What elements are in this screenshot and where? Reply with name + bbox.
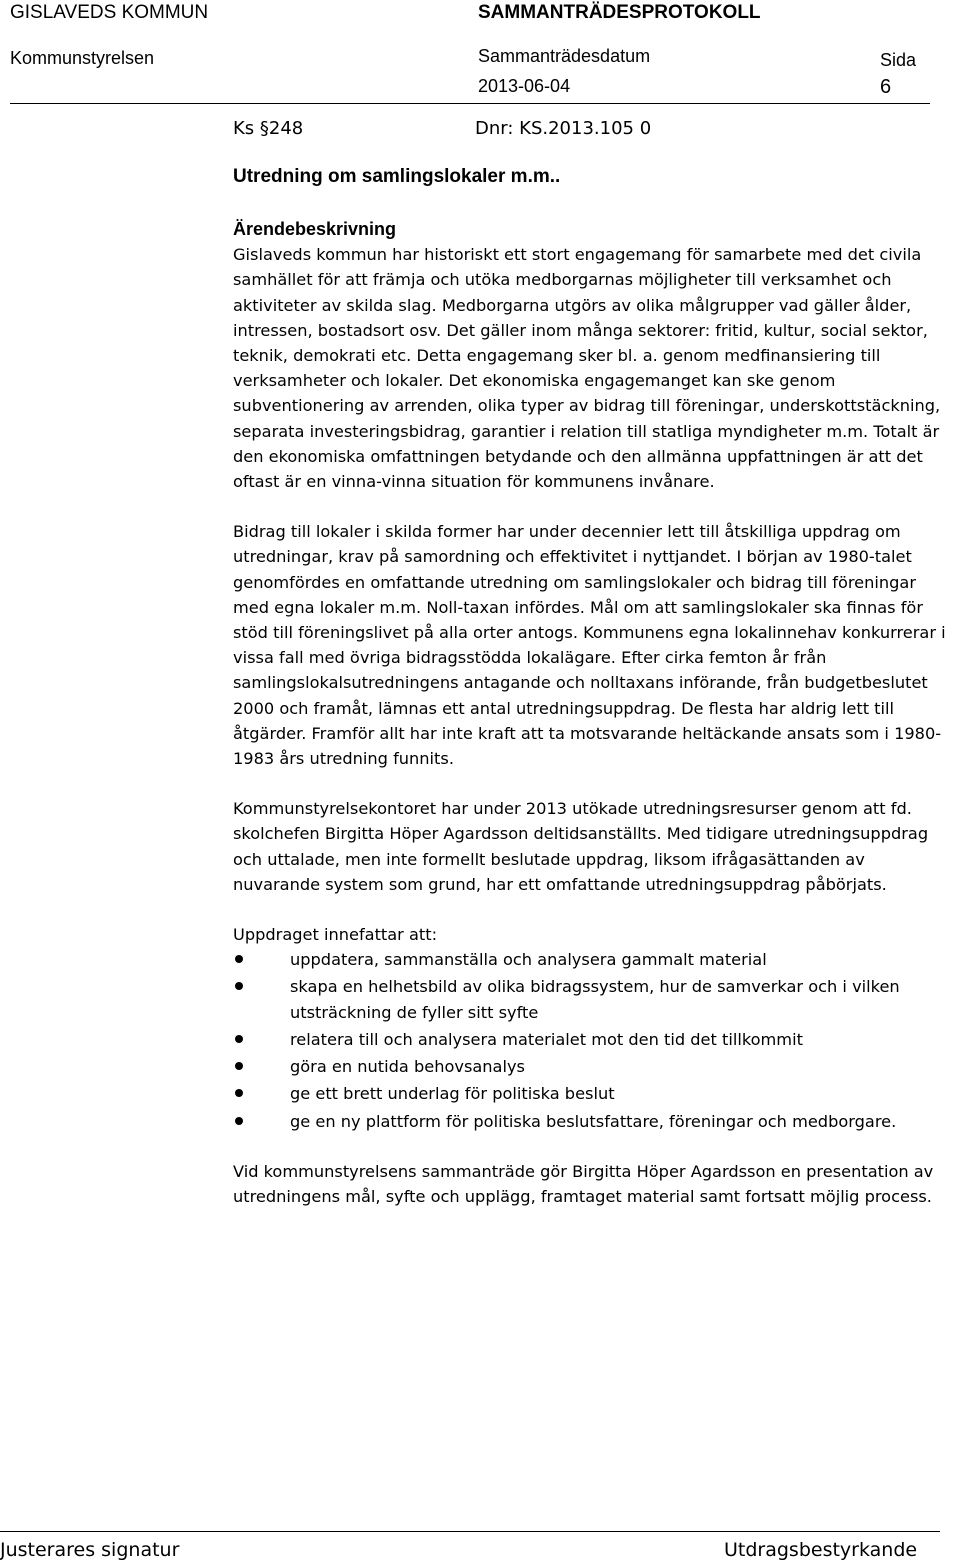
bullet-icon — [235, 1117, 243, 1125]
paragraph: Kommunstyrelsekontoret har under 2013 utökade utredningsresurser genom att fd. skolchefen Birgitta Höper Agardsson deltidsanställts. Med tidigare utredningsuppdrag och uttalade, men inte formellt beslutade uppdrag, liksom ifrågasättanden av nuvarande system som grund, har ett omfattande utredningsuppdrag påbörjats. — [233, 799, 929, 894]
meeting-date: 2013-06-04 — [478, 76, 571, 96]
case-registration-number: Dnr: KS.2013.105 0 — [475, 118, 652, 139]
meeting-date-label: Sammanträdesdatum — [478, 46, 651, 66]
bullet-icon — [235, 1089, 243, 1097]
paragraph: Uppdraget innefattar att: — [233, 925, 438, 945]
list-item — [233, 974, 957, 1024]
list-item — [233, 947, 957, 972]
bullet-icon — [235, 955, 243, 963]
extract-certification-label: Utdragsbestyrkande — [724, 1539, 918, 1561]
paragraph: Bidrag till lokaler i skilda former har under decennier lett till åtskilliga uppdrag om utredningar, krav på samordning och effektivitet i nyttjandet. I början av 1980-talet genomfördes en omfattande utredning om samlingslokaler och bidrag till föreningar med egna lokaler m.m. Noll-taxan infördes. Mål om att samlingslokaler ska finnas för stöd till föreningslivet på alla orter antogs. Kommunens egna lokalinnehav konkurrerar i vissa fall med övriga bidragsstödda lokalägare. Efter cirka femton år från samlingslokalsutredningens antagande och nolltaxans införande, från budgetbeslutet 2000 och framåt, lämnas ett antal utredningsuppdrag. De flesta har aldrig lett till åtgärder. Framför allt har inte kraft att ta motsvarande heltäckande ansats som i 1980-1983 års utredning funnits. — [233, 522, 946, 769]
list-item-text: uppdatera, sammanställa och analysera gammalt material — [290, 950, 767, 970]
section-heading: Ärendebeskrivning — [233, 219, 397, 239]
list-item — [233, 1081, 957, 1106]
list-item — [233, 1109, 957, 1134]
list-item-text: ge en ny plattform för politiska beslutsfattare, föreningar och medborgare. — [290, 1111, 897, 1131]
case-paragraph-number: Ks §248 — [233, 118, 304, 139]
list-item-text: skapa en helhetsbild av olika bidragssystem, hur de samverkar och i vilken utsträckning de fyller sitt syfte — [290, 977, 900, 1022]
list-item — [233, 1027, 957, 1052]
organization-name: GISLAVEDS KOMMUN — [10, 2, 209, 23]
item-title: Utredning om samlingslokaler m.m.. — [233, 166, 561, 187]
paragraph: Gislaveds kommun har historiskt ett stort engagemang för samarbete med det civila samhället för att främja och utöka medborgarnas möjligheter till verksamhet och aktiviteter av skilda slag. Medborgarna utgörs av olika målgrupper vad gäller ålder, intressen, bostadsort osv. Det gäller inom många sektorer: fritid, kultur, social sektor, teknik, demokrati etc. Detta engagemang sker bl. a. genom medfinansiering till verksamheter och lokaler. Det ekonomiska engagemanget kan ske genom subventionering av arrenden, olika typer av bidrag till föreningar, underskottstäckning, separata investeringsbidrag, garantier i relation till statliga myndigheter m.m. Totalt är den ekonomiska omfattningen betydande och den allmänna uppfattningen är att det oftast är en vinna-vinna situation för kommunens invånare. — [233, 245, 941, 492]
page-label: Sida — [880, 50, 917, 70]
header-divider — [10, 103, 930, 104]
committee-name: Kommunstyrelsen — [10, 48, 155, 68]
bullet-icon — [235, 1035, 243, 1043]
list-item-text: relatera till och analysera materialet mot den tid det tillkommit — [290, 1029, 803, 1049]
list-item-text: ge ett brett underlag för politiska beslut — [290, 1084, 615, 1104]
list-item — [233, 1054, 957, 1079]
task-list — [233, 947, 957, 1133]
page-number: 6 — [880, 76, 892, 98]
adjuster-signature-label: Justerares signatur — [0, 1539, 180, 1561]
bullet-icon — [235, 982, 243, 990]
list-item-text: göra en nutida behovsanalys — [290, 1057, 525, 1077]
bullet-icon — [235, 1062, 243, 1070]
document-type: SAMMANTRÄDESPROTOKOLL — [478, 2, 761, 23]
document-body — [233, 217, 957, 1209]
closing-paragraph: Vid kommunstyrelsens sammanträde gör Birgitta Höper Agardsson en presentation av utredningens mål, syfte och upplägg, framtaget material samt fortsatt möjlig process. — [233, 1161, 934, 1206]
footer-divider — [0, 1531, 940, 1532]
